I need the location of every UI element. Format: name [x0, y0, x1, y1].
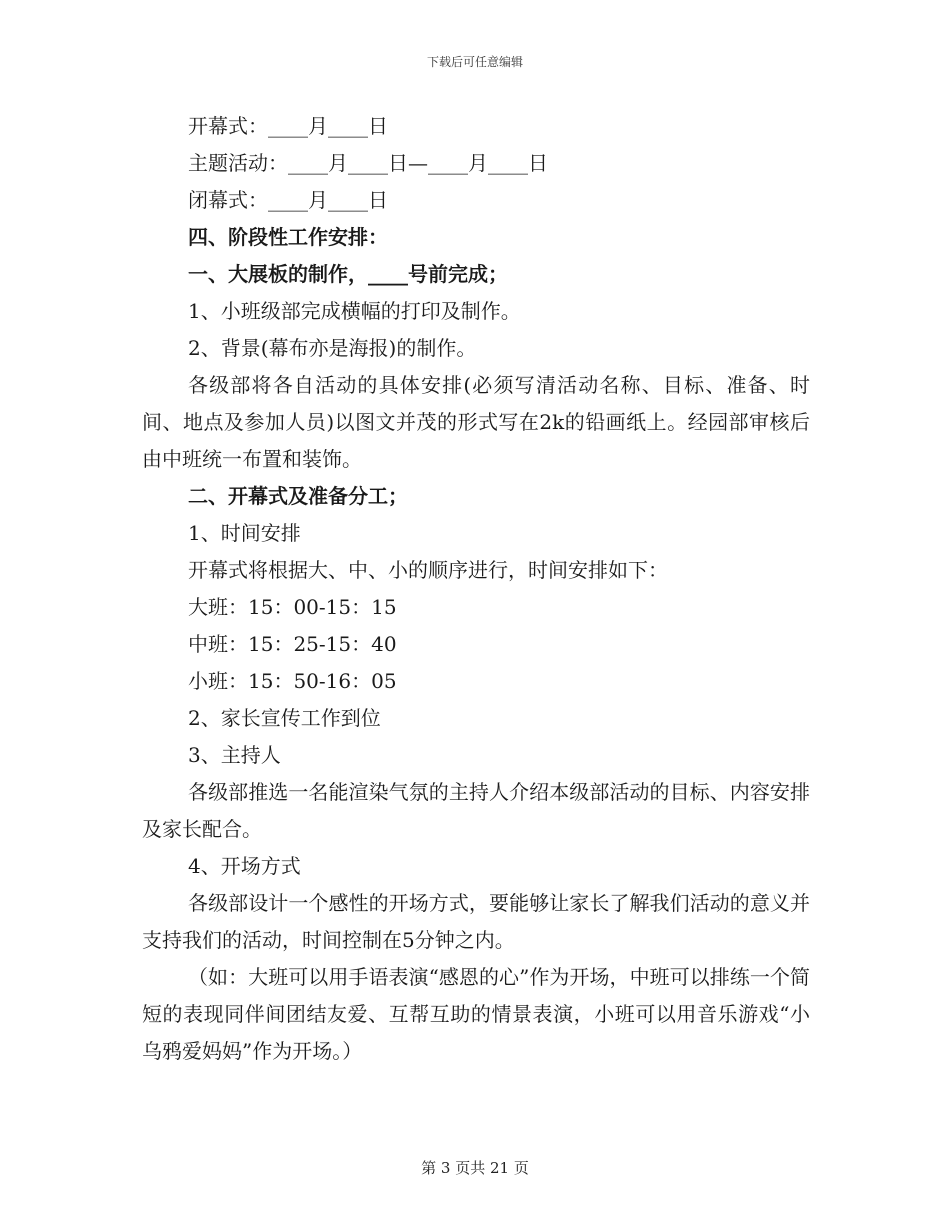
page-header: 下载后可任意编辑 — [426, 55, 523, 69]
main-activity-dates: 主题活动：____月____日—____月____日 — [188, 151, 548, 175]
item-banner-printing: 1、小班级部完成横幅的打印及制作。 — [188, 299, 521, 323]
paragraph-examples: （如：大班可以用手语表演“感恩的心”作为开场，中班可以排练一个简短的表现同伴间团结友爱、互帮互助的情景表演，小班可以用音乐游戏“小乌鸦爱妈妈”作为开场。） — [142, 965, 810, 1063]
opening-ceremony-date: 开幕式：____月____日 — [188, 114, 388, 138]
schedule-intro: 开幕式将根据大、中、小的顺序进行，时间安排如下： — [188, 558, 668, 582]
subheading-opening-division: 二、开幕式及准备分工； — [188, 484, 408, 508]
subheading-exhibition-board: 一、大展板的制作，____号前完成； — [188, 262, 508, 286]
schedule-junior-class: 小班：15：50-16：05 — [188, 669, 397, 693]
schedule-middle-class: 中班：15：25-15：40 — [188, 632, 397, 656]
closing-ceremony-date: 闭幕式：____月____日 — [188, 188, 388, 212]
section-heading-stage-work: 四、阶段性工作安排： — [188, 225, 388, 249]
item-opening-method: 4、开场方式 — [188, 854, 301, 878]
document-body — [142, 108, 810, 1070]
paragraph-opening-method: 各级部设计一个感性的开场方式，要能够让家长了解我们活动的意义并支持我们的活动，时间控制在5分钟之内。 — [142, 891, 810, 952]
item-host: 3、主持人 — [188, 743, 281, 767]
item-parent-publicity: 2、家长宣传工作到位 — [188, 706, 381, 730]
schedule-senior-class: 大班：15：00-15：15 — [188, 595, 397, 619]
item-background: 2、背景(幕布亦是海报)的制作。 — [188, 336, 477, 360]
page-footer: 第 3 页共 21 页 — [421, 1159, 529, 1177]
paragraph-activity-arrangement: 各级部将各自活动的具体安排(必须写清活动名称、目标、准备、时间、地点及参加人员)以图文并茂的形式写在2k的铅画纸上。经园部审核后由中班统一布置和装饰。 — [142, 373, 810, 471]
item-time-arrangement: 1、时间安排 — [188, 521, 301, 545]
paragraph-host: 各级部推选一名能渲染气氛的主持人介绍本级部活动的目标、内容安排及家长配合。 — [142, 780, 810, 841]
